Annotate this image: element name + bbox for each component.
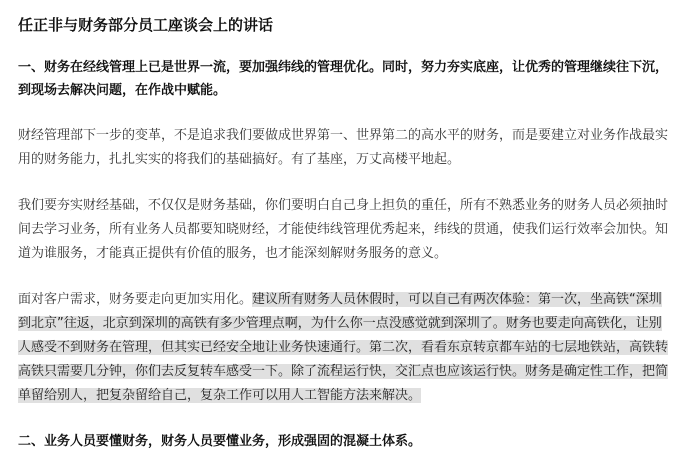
highlighted-text[interactable]: 建议所有财务人员休假时，可以自己有两次体验：第一次，坐高铁“深圳到北京”往返，北京到深圳的高铁有多少管理点啊，为什么你一点没感觉就到深圳了。财务也要走向高铁化，让别人感受不到财务在管理，但其实已经安全地让业务快速通行。第二次，看看东京转京都车站的七层地铁站，高铁转高铁只需要几分钟，你们去反复转车感受一下。除了流程运行快，交汇点也应该运行快。财务是确定性工作，把简单留给别人，把复杂留给自己，复杂工作可以用人工智能方法来解决。: [18, 292, 669, 403]
paragraph-3: [18, 288, 668, 408]
section-2-heading: 二、业务人员要懂财务，财务人员要懂业务，形成强固的混凝土体系。: [18, 434, 422, 449]
section-1-heading: 一、财务在经线管理上已是世界一流，要加强纬线的管理优化。同时，努力夯实底座，让优秀的管理继续往下沉，到现场去解决问题，在作战中赋能。: [18, 60, 669, 98]
paragraph-2: 我们要夯实财经基础，不仅仅是财务基础，你们要明白自己身上担负的重任，所有不熟悉业务的财务人员必须抽时间去学习业务，所有业务人员都要知晓财经，才能使纬线管理优秀起来，纬线的贯通，使我们运行效率会加快。知道为谁服务，才能真正提供有价值的服务，也才能深刻解财务服务的意义。: [18, 198, 669, 261]
paragraph-3-plain: 面对客户需求，财务要走向更加实用化。: [18, 292, 253, 307]
paragraph-1: 财经管理部下一步的变革，不是追求我们要做成世界第一、世界第二的高水平的财务，而是要建立对业务作战最实用的财务能力，扎扎实实的将我们的基础搞好。有了基座，万丈高楼平地起。: [18, 128, 669, 167]
article-title: 任正非与财务部分员工座谈会上的讲话: [18, 16, 274, 34]
